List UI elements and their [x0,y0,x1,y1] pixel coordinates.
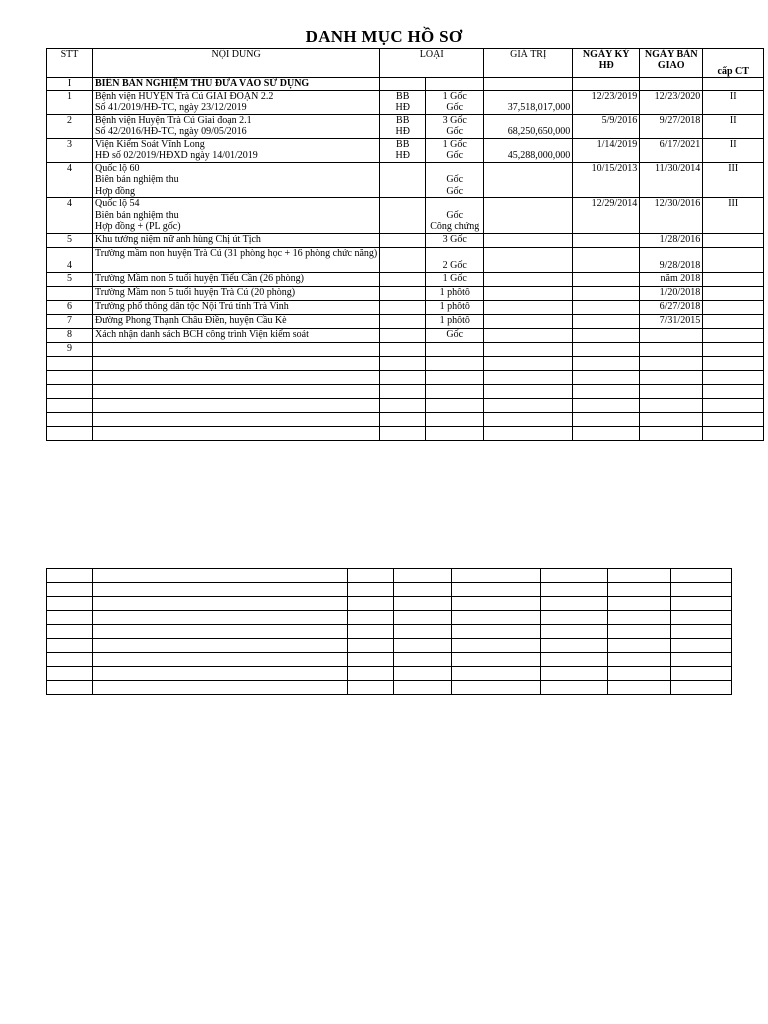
row-content: Bệnh viện Huyện Trà Cú Giai đoạn 2.1 Số 42/2016/HĐ-TC, ngày 09/05/2016 [93,114,380,138]
row-value [484,162,573,198]
empty-cell [93,625,348,639]
table-row [47,114,764,138]
row-content: Quốc lộ 60 Biên bản nghiệm thu Hợp đồng [93,162,380,198]
row-value [484,300,573,314]
row-value [484,233,573,247]
row-stt: 4 [47,247,93,272]
empty-cell [93,611,348,625]
empty-cell [93,370,380,384]
row-stt: 6 [47,300,93,314]
row-handover-date: 11/30/2014 [640,162,703,198]
empty-cell [426,398,484,412]
table-row [47,233,764,247]
row-level: II [703,90,764,114]
empty-cell [640,370,703,384]
empty-cell [541,681,608,695]
row-stt: 4 [47,198,93,234]
empty-cell [640,356,703,370]
records-table [46,48,764,441]
empty-cell [47,384,93,398]
empty-cell [394,653,452,667]
empty-cell [93,583,348,597]
empty-cell [348,653,394,667]
empty-row [47,667,732,681]
empty-cell [47,625,93,639]
row-loai-type: BB HĐ [380,114,426,138]
empty-cell [703,356,764,370]
empty-cell [484,384,573,398]
empty-cell [47,653,93,667]
empty-cell [541,667,608,681]
empty-cell [541,639,608,653]
empty-cell [608,625,671,639]
empty-cell [541,597,608,611]
empty-cell [608,611,671,625]
empty-row [47,398,764,412]
row-loai-copy: 1 phôtô [426,300,484,314]
row-loai-type [380,342,426,356]
empty-cell [426,412,484,426]
table-row [47,328,764,342]
empty-cell [394,639,452,653]
empty-cell [394,681,452,695]
empty-row [47,611,732,625]
empty-cell [484,370,573,384]
section-row [47,78,764,91]
empty-cell [47,681,93,695]
row-loai-type: BB HĐ [380,138,426,162]
row-content: Trường phổ thông dân tộc Nội Trú tỉnh Trà Vinh [93,300,380,314]
row-loai-copy: 2 Gốc [426,247,484,272]
row-loai-type [380,162,426,198]
table-row [47,138,764,162]
page-title: DANH MỤC HỒ SƠ [305,27,463,46]
header-cap-ct: cấp CT [703,49,764,78]
empty-cell [348,569,394,583]
row-stt: 7 [47,314,93,328]
empty-cell [380,398,426,412]
empty-cell [93,597,348,611]
empty-cell [93,653,348,667]
table-row [47,272,764,286]
row-sign-date [573,272,640,286]
empty-cell [608,639,671,653]
empty-cell [573,412,640,426]
row-level: II [703,138,764,162]
blank-table [46,568,732,695]
empty-cell [452,569,541,583]
row-content: Đường Phong Thạnh Châu Điền, huyện Cầu Kè [93,314,380,328]
empty-cell [452,583,541,597]
row-stt: 1 [47,90,93,114]
empty-cell [703,384,764,398]
row-loai-copy: Gốc [426,328,484,342]
empty-cell [541,569,608,583]
empty-cell [573,370,640,384]
empty-row [47,426,764,440]
empty-cell [573,356,640,370]
empty-cell [541,611,608,625]
row-handover-date: năm 2018 [640,272,703,286]
row-level [703,342,764,356]
row-loai-copy: 3 Gốc Gốc [426,114,484,138]
row-sign-date [573,328,640,342]
header-row [47,49,764,78]
row-sign-date [573,286,640,300]
empty-cell [452,667,541,681]
empty-cell [671,625,732,639]
row-loai-copy: 1 phôtô [426,314,484,328]
empty-cell [703,412,764,426]
row-stt: 9 [47,342,93,356]
row-level [703,300,764,314]
row-handover-date: 6/17/2021 [640,138,703,162]
empty-cell [452,681,541,695]
row-level [703,247,764,272]
empty-cell [640,384,703,398]
row-loai-type [380,198,426,234]
empty-cell [93,384,380,398]
table-row [47,90,764,114]
empty-row [47,681,732,695]
row-sign-date [573,342,640,356]
row-value [484,272,573,286]
empty-cell [703,370,764,384]
row-loai-type [380,233,426,247]
empty-cell [348,681,394,695]
empty-cell [47,426,93,440]
empty-cell [426,356,484,370]
row-value [484,247,573,272]
empty-cell [426,384,484,398]
row-content [93,342,380,356]
empty-cell [452,597,541,611]
row-sign-date: 1/14/2019 [573,138,640,162]
empty-cell [93,412,380,426]
row-stt [47,286,93,300]
empty-cell [640,412,703,426]
empty-row [47,639,732,653]
empty-cell [348,625,394,639]
empty-cell [426,370,484,384]
row-content: Trường Mầm non 5 tuổi huyện Tiểu Cần (26 phòng) [93,272,380,286]
empty-cell [47,412,93,426]
table-row [47,198,764,234]
header-ngay-ban-giao: NGÀY BÀN GIAO [640,49,703,78]
empty-cell [541,625,608,639]
row-level [703,286,764,300]
empty-cell [348,667,394,681]
row-loai-copy: Gốc Công chứng [426,198,484,234]
row-loai-type [380,272,426,286]
row-value: 37,518,017,000 [484,90,573,114]
empty-cell [640,398,703,412]
row-level [703,314,764,328]
empty-row [47,569,732,583]
empty-cell [608,583,671,597]
empty-row [47,597,732,611]
empty-cell [452,611,541,625]
empty-row [47,625,732,639]
empty-cell [380,426,426,440]
empty-row [47,384,764,398]
row-level: III [703,162,764,198]
empty-cell [671,667,732,681]
table-row [47,300,764,314]
header-gia-tri: GIÁ TRỊ [484,49,573,78]
row-sign-date [573,314,640,328]
row-loai-copy: 1 Gốc Gốc [426,138,484,162]
empty-cell [394,597,452,611]
empty-cell [380,356,426,370]
empty-cell [93,639,348,653]
empty-cell [93,667,348,681]
row-level [703,272,764,286]
header-noi-dung: NỘI DUNG [93,49,380,78]
empty-cell [348,611,394,625]
row-sign-date [573,300,640,314]
row-loai-type [380,300,426,314]
row-handover-date: 7/31/2015 [640,314,703,328]
empty-cell [703,426,764,440]
row-content: Khu tưởng niệm nữ anh hùng Chị út Tịch [93,233,380,247]
empty-cell [608,569,671,583]
row-level [703,328,764,342]
row-loai-type: BB HĐ [380,90,426,114]
row-sign-date [573,247,640,272]
row-value [484,314,573,328]
empty-cell [484,426,573,440]
row-level: III [703,198,764,234]
row-value [484,286,573,300]
empty-cell [573,426,640,440]
empty-cell [394,611,452,625]
row-level [703,233,764,247]
section-stt: I [47,78,93,91]
row-content: Trường mầm non huyện Trà Cú (31 phòng học + 16 phòng chức năng) [93,247,380,272]
empty-cell [394,625,452,639]
empty-cell [394,667,452,681]
empty-cell [541,583,608,597]
row-handover-date [640,342,703,356]
empty-cell [640,426,703,440]
empty-row [47,356,764,370]
row-loai-type [380,328,426,342]
empty-cell [47,356,93,370]
empty-cell [348,583,394,597]
empty-cell [348,597,394,611]
row-sign-date: 5/9/2016 [573,114,640,138]
row-handover-date: 12/23/2020 [640,90,703,114]
row-stt: 5 [47,272,93,286]
empty-cell [573,384,640,398]
row-stt: 5 [47,233,93,247]
row-content: Viện Kiểm Soát Vĩnh Long HĐ số 02/2019/HĐXD ngày 14/01/2019 [93,138,380,162]
empty-cell [484,356,573,370]
empty-cell [47,597,93,611]
row-content: Quốc lộ 54 Biên bản nghiệm thu Hợp đồng + (PL gốc) [93,198,380,234]
row-stt: 2 [47,114,93,138]
empty-cell [47,667,93,681]
row-loai-type [380,314,426,328]
row-sign-date: 12/23/2019 [573,90,640,114]
row-handover-date: 1/20/2018 [640,286,703,300]
row-value: 68,250,650,000 [484,114,573,138]
table-row [47,247,764,272]
empty-row [47,370,764,384]
empty-cell [394,583,452,597]
empty-cell [608,681,671,695]
row-sign-date: 10/15/2013 [573,162,640,198]
empty-cell [47,639,93,653]
row-content: Trường Mầm non 5 tuổi huyện Trà Cú (20 phòng) [93,286,380,300]
row-content: Xách nhận danh sách BCH công trình Viện kiểm soát [93,328,380,342]
row-loai-copy [426,342,484,356]
empty-cell [671,681,732,695]
empty-cell [394,569,452,583]
row-handover-date [640,328,703,342]
row-loai-type [380,247,426,272]
row-sign-date [573,233,640,247]
empty-cell [452,653,541,667]
table-row [47,342,764,356]
header-loai: LOẠI [380,49,484,78]
row-stt: 8 [47,328,93,342]
empty-cell [671,653,732,667]
empty-cell [573,398,640,412]
row-handover-date: 12/30/2016 [640,198,703,234]
empty-cell [47,569,93,583]
empty-cell [703,398,764,412]
empty-cell [671,639,732,653]
row-loai-copy: Gốc Gốc [426,162,484,198]
table-row [47,162,764,198]
empty-cell [608,597,671,611]
row-loai-copy: 3 Gốc [426,233,484,247]
row-handover-date: 1/28/2016 [640,233,703,247]
empty-cell [380,370,426,384]
empty-cell [452,625,541,639]
row-content: Bệnh viện HUYỆN Trà Cú GIAI ĐOẠN 2.2 Số 41/2019/HĐ-TC, ngày 23/12/2019 [93,90,380,114]
empty-cell [380,384,426,398]
row-handover-date: 9/27/2018 [640,114,703,138]
empty-cell [484,398,573,412]
empty-cell [47,583,93,597]
empty-row [47,583,732,597]
row-loai-type [380,286,426,300]
empty-cell [93,681,348,695]
empty-cell [541,653,608,667]
row-loai-copy: 1 Gốc [426,272,484,286]
empty-cell [47,370,93,384]
empty-row [47,412,764,426]
header-ngay-ky: NGÀY KÝ HĐ [573,49,640,78]
row-stt: 3 [47,138,93,162]
row-handover-date: 6/27/2018 [640,300,703,314]
row-value [484,328,573,342]
empty-cell [452,639,541,653]
section-label: BIÊN BẢN NGHIỆM THU ĐƯA VÀO SỬ DỤNG [93,78,380,91]
table-row [47,314,764,328]
row-handover-date: 9/28/2018 [640,247,703,272]
empty-cell [608,653,671,667]
empty-cell [608,667,671,681]
table-row [47,286,764,300]
header-stt: STT [47,49,93,78]
empty-cell [380,412,426,426]
empty-cell [671,583,732,597]
empty-cell [426,426,484,440]
empty-cell [348,639,394,653]
row-value [484,198,573,234]
row-stt: 4 [47,162,93,198]
empty-cell [671,569,732,583]
empty-cell [671,597,732,611]
empty-cell [47,398,93,412]
empty-cell [93,398,380,412]
row-value: 45,288,000,000 [484,138,573,162]
empty-cell [93,356,380,370]
row-loai-copy: 1 phôtô [426,286,484,300]
empty-cell [671,611,732,625]
empty-cell [47,611,93,625]
empty-row [47,653,732,667]
empty-cell [484,412,573,426]
empty-cell [93,569,348,583]
row-value [484,342,573,356]
row-sign-date: 12/29/2014 [573,198,640,234]
row-loai-copy: 1 Gốc Gốc [426,90,484,114]
empty-cell [93,426,380,440]
row-level: II [703,114,764,138]
